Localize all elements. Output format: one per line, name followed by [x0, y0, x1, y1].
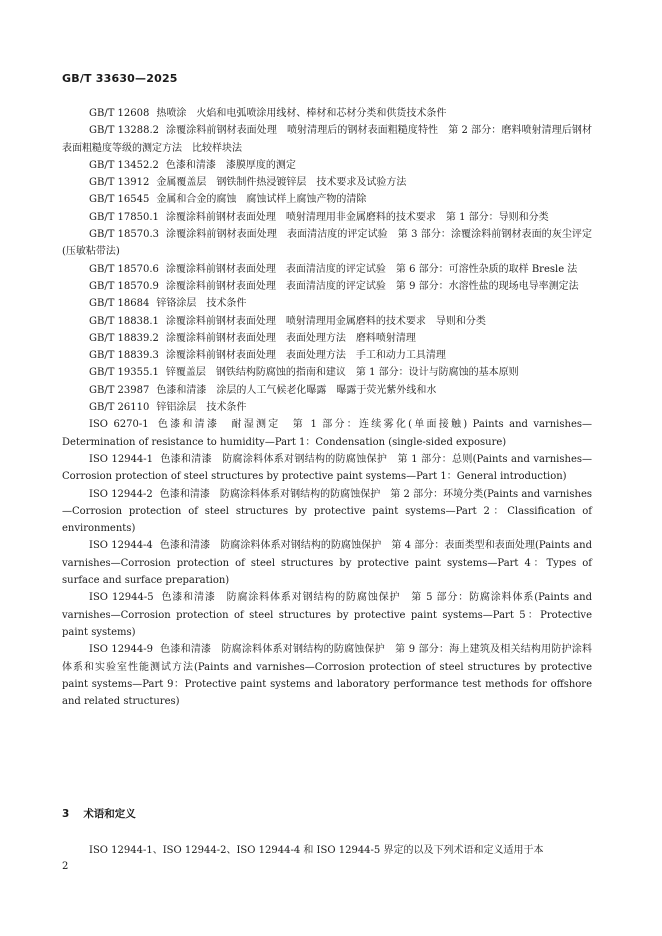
reference-code: GB/T 18570.3	[89, 229, 159, 241]
reference-code: ISO 12944-5	[89, 592, 154, 604]
section-number: 3	[62, 808, 70, 820]
reference-item	[62, 330, 592, 347]
reference-code: GB/T 18838.1	[89, 315, 159, 327]
reference-item	[62, 295, 592, 312]
reference-item	[62, 278, 592, 295]
reference-title: 色漆和清漆 防腐涂料体系对钢结构的防腐蚀保护 第 2 部分：环境分类(Paints and varnishes—Corrosion protection of steel structures by protective paint systems—Part 2：Classification of environments)	[62, 488, 593, 535]
reference-title: 涂覆涂料前钢材表面处理 喷射清理用金属磨料的技术要求 导则和分类	[165, 315, 486, 327]
reference-title: 涂覆涂料前钢材表面处理 喷射清理后的钢材表面粗糙度特性 第 2 部分：磨料喷射清理后钢材表面粗糙度等级的测定方法 比较样块法	[62, 125, 592, 154]
reference-code: GB/T 18570.9	[89, 280, 159, 292]
reference-item	[62, 174, 592, 191]
reference-code: ISO 6270-1	[89, 419, 149, 431]
reference-code: GB/T 16545	[89, 194, 150, 206]
reference-item	[62, 416, 592, 451]
reference-code: ISO 12944-9	[89, 644, 153, 656]
reference-title: 锌铬涂层 技术条件	[156, 298, 247, 310]
reference-title: 锌铝涂层 技术条件	[156, 402, 247, 414]
reference-title: 色漆和清漆 涂层的人工气候老化曝露 曝露于荧光紫外线和水	[156, 384, 437, 396]
reference-item	[62, 191, 592, 208]
section-title: 术语和定义	[83, 808, 136, 820]
reference-title: 色漆和清漆 防腐涂料体系对钢结构的防腐蚀保护 第 9 部分：海上建筑及相关结构用防护涂料体系和实验室性能测试方法(Paints and varnishes—Corrosion protection of steel structures by protective paint systems—Part 9：Protective paint systems and laboratory performance test methods for offshore and related structures)	[62, 644, 592, 708]
reference-title: 涂覆涂料前钢材表面处理 表面清洁度的评定试验 第 6 部分：可溶性杂质的取样 Bresle 法	[165, 263, 578, 275]
reference-code: GB/T 18684	[89, 298, 150, 310]
reference-item	[62, 209, 592, 226]
reference-title: 色漆和清漆 漆膜厚度的测定	[165, 159, 296, 171]
reference-code: ISO 12944-4	[89, 540, 153, 552]
reference-item	[62, 122, 592, 157]
document-header: GB/T 33630—2025	[62, 72, 178, 85]
reference-title: 色漆和清漆 防腐涂料体系对钢结构的防腐蚀保护 第 5 部分：防腐涂料体系(Paints and varnishes—Corrosion protection of steel structures by protective paint systems—Part 5：Protective paint systems)	[62, 592, 592, 638]
reference-title: 色漆和清漆 防腐涂料体系对钢结构的防腐蚀保护 第 4 部分：表面类型和表面处理(Paints and varnishes—Corrosion protection of steel structures by protective paint systems—Part 4：Types of surface and surface preparation)	[62, 540, 592, 587]
reference-item	[62, 641, 592, 710]
reference-code: GB/T 23987	[89, 384, 150, 396]
normative-references-list	[62, 105, 592, 710]
reference-item	[62, 399, 592, 416]
reference-item	[62, 537, 592, 589]
section-heading	[62, 806, 136, 821]
reference-item	[62, 451, 592, 486]
reference-title: 涂覆涂料前钢材表面处理 表面清洁度的评定试验 第 9 部分：水溶性盐的现场电导率测定法	[165, 280, 579, 292]
reference-title: 涂覆涂料前钢材表面处理 喷射清理用非金属磨料的技术要求 第 1 部分：导则和分类	[165, 211, 549, 223]
reference-code: GB/T 18570.6	[89, 263, 159, 275]
reference-code: GB/T 12608	[89, 108, 150, 119]
reference-item	[62, 261, 592, 278]
reference-code: GB/T 17850.1	[89, 211, 159, 223]
reference-title: 锌覆盖层 钢铁结构防腐蚀的指南和建议 第 1 部分：设计与防腐蚀的基本原则	[165, 367, 519, 379]
reference-code: ISO 12944-1	[89, 453, 154, 465]
reference-item	[62, 313, 592, 330]
reference-item	[62, 486, 592, 538]
reference-code: GB/T 13912	[89, 177, 150, 189]
reference-code: GB/T 18839.3	[89, 350, 159, 362]
page-number: 2	[62, 861, 69, 872]
reference-code: ISO 12944-2	[89, 488, 153, 500]
reference-code: GB/T 13452.2	[89, 159, 159, 171]
reference-title: 金属覆盖层 钢铁制件热浸镀锌层 技术要求及试验方法	[156, 177, 407, 189]
reference-title: 热喷涂 火焰和电弧喷涂用线材、棒材和芯材分类和供货技术条件	[156, 108, 447, 119]
reference-code: GB/T 19355.1	[89, 367, 159, 379]
reference-item	[62, 347, 592, 364]
reference-title: 色漆和清漆 防腐涂料体系对钢结构的防腐蚀保护 第 1 部分：总则(Paints and varnishes—Corrosion protection of steel structures by protective paint systems—Part 1：General introduction)	[62, 453, 592, 483]
reference-title: 涂覆涂料前钢材表面处理 表面处理方法 磨料喷射清理	[165, 332, 416, 344]
reference-item	[62, 157, 592, 174]
reference-title: 涂覆涂料前钢材表面处理 表面处理方法 手工和动力工具清理	[165, 350, 446, 362]
reference-title: 涂覆涂料前钢材表面处理 表面清洁度的评定试验 第 3 部分：涂覆涂料前钢材表面的灰尘评定(压敏粘带法)	[62, 229, 592, 258]
reference-item	[62, 364, 592, 381]
reference-title: 金属和合金的腐蚀 腐蚀试样上腐蚀产物的清除	[156, 194, 367, 206]
reference-item	[62, 226, 592, 261]
reference-item	[62, 589, 592, 641]
reference-item	[62, 105, 592, 122]
reference-code: GB/T 18839.2	[89, 332, 159, 344]
reference-item	[62, 382, 592, 399]
body-paragraph: ISO 12944-1、ISO 12944-2、ISO 12944-4 和 ISO 12944-5 界定的以及下列术语和定义适用于本	[89, 845, 544, 856]
reference-title: 色漆和清漆 耐湿测定 第 1 部分：连续雾化(单面接触) Paints and varnishes—Determination of resistance to humidity—Part 1：Condensation (single-sided exposure)	[62, 419, 593, 448]
reference-code: GB/T 26110	[89, 402, 150, 414]
reference-code: GB/T 13288.2	[89, 125, 159, 137]
